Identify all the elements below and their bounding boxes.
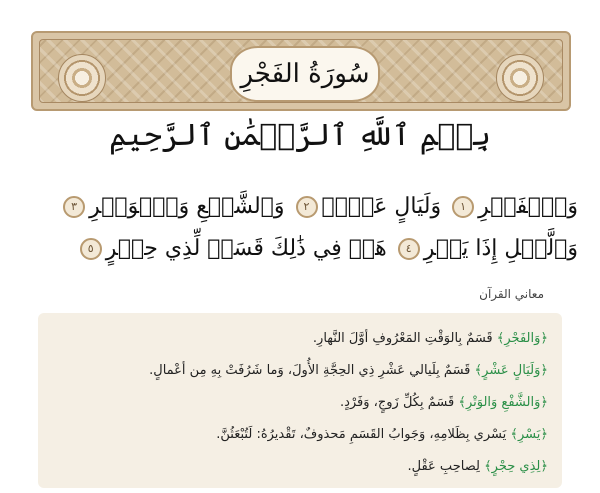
meaning-term: ﴿وَالشَّفْعِ وَالوَتْرِ﴾ <box>458 395 548 410</box>
verse[interactable] <box>76 236 387 261</box>
meaning-text: قَسَمٌ بِكُلِّ زَوجٍ، وَفَرْدٍ. <box>339 395 459 410</box>
surah-title: سُورَةُ الفَجْرِ <box>240 59 370 89</box>
basmala: بِسۡمِ ٱللَّهِ ٱلرَّحۡمَٰنِ ٱلرَّحِيمِ <box>109 118 491 153</box>
verse[interactable] <box>448 194 578 219</box>
verse[interactable] <box>292 194 442 219</box>
banner-ornament <box>39 39 563 103</box>
ayah-number-marker: ٤ <box>398 238 420 260</box>
verse-text: وَٱلۡفَجۡرِ <box>478 194 578 219</box>
verse-text: وَٱلشَّفۡعِ وَٱلۡوَتۡرِ <box>89 194 285 219</box>
verse[interactable] <box>59 194 284 219</box>
verse-text: وَلَيَالٍ عَشۡرٖ <box>321 194 442 219</box>
verse-text: هَلۡ فِي ذَٰلِكَ قَسَمٞ لِّذِي حِجۡرٍ <box>105 236 387 261</box>
surah-title-plate <box>230 46 380 102</box>
meanings-box <box>38 313 562 488</box>
meaning-text: لِصاحِبِ عَقْلٍ. <box>407 459 485 474</box>
meaning-item <box>52 323 548 355</box>
meanings-section-label: معاني القرآن <box>479 287 544 301</box>
meaning-item <box>52 419 548 451</box>
verses-text <box>22 186 578 270</box>
ayah-number-marker: ١ <box>452 196 474 218</box>
surah-header-banner <box>31 31 571 111</box>
meaning-text: قَسَمٌ بِالوَقْتِ المَعْرُوفِ أوَّلَ النَّهارِ. <box>312 331 497 346</box>
meaning-item <box>52 451 548 483</box>
ayah-number-marker: ٥ <box>80 238 102 260</box>
meaning-text: قَسَمٌ بِلَيالي عَشْرِ ذِي الحِجَّةِ الأُولَ، وَما شَرُفَتْ بِهِ مِن أعْمالٍ. <box>149 363 475 378</box>
rosette-ornament-icon <box>58 54 106 102</box>
meaning-term: ﴿وَلَيَالٍ عَشْرٍ﴾ <box>474 363 548 378</box>
meaning-text: يَسْري بِظَلامِهِ، وَجَوابُ القَسَمِ مَحذوفٌ، تَقْديرُهُ: لَتُبْعَثُنَّ. <box>216 427 511 442</box>
ayah-number-marker: ٣ <box>63 196 85 218</box>
meaning-item <box>52 355 548 387</box>
verse[interactable] <box>394 236 578 261</box>
rosette-ornament-icon <box>496 54 544 102</box>
meaning-term: ﴿يَسْرِ﴾ <box>510 427 548 442</box>
meaning-term: ﴿لِذِي حِجْرٍ﴾ <box>484 459 548 474</box>
ayah-number-marker: ٢ <box>296 196 318 218</box>
meaning-item <box>52 387 548 419</box>
verse-text: وَٱلَّيۡلِ إِذَا يَسۡرِ <box>423 236 578 261</box>
meaning-term: ﴿وَالفَجْرِ﴾ <box>496 331 548 346</box>
